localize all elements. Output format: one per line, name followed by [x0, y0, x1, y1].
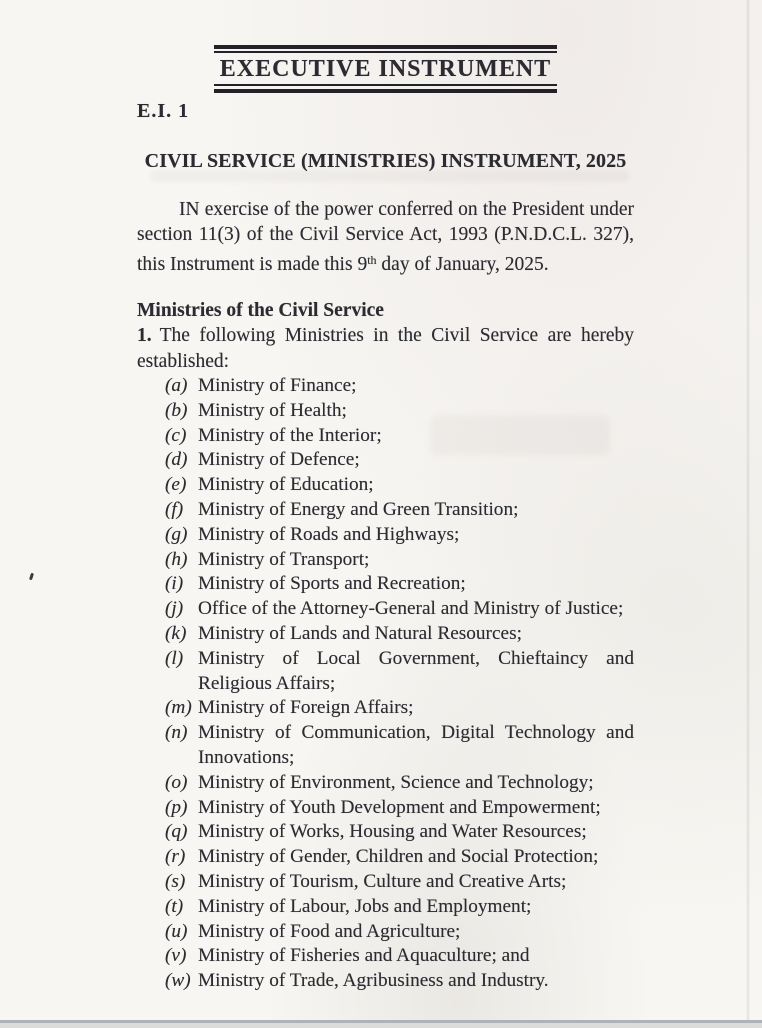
- list-item-letter: (b): [165, 399, 188, 421]
- list-item-text: Ministry of Environment, Science and Technology;: [198, 771, 594, 793]
- list-item: [165, 572, 634, 597]
- ministries-list: [137, 374, 634, 994]
- list-item-letter: (d): [165, 449, 188, 471]
- list-item-letter: (u): [165, 920, 188, 942]
- list-item: [165, 473, 634, 498]
- list-item: [165, 448, 634, 473]
- list-item-text: Office of the Attorney-General and Ministry of Justice;: [198, 598, 624, 620]
- list-item-text: Ministry of Lands and Natural Resources;: [198, 623, 522, 644]
- list-item-letter: (i): [165, 573, 184, 595]
- preamble-text-end: day of January, 2025.: [376, 253, 549, 275]
- list-item-text: Ministry of Health;: [198, 399, 347, 421]
- section-heading: Ministries of the Civil Service: [137, 300, 384, 322]
- list-item: [165, 870, 634, 895]
- list-item-text: Ministry of Education;: [198, 474, 374, 496]
- list-item: [165, 424, 634, 449]
- list-item-text: Ministry of Defence;: [198, 449, 360, 471]
- list-item-text: Ministry of Labour, Jobs and Employment;: [198, 895, 532, 917]
- list-item-text: Ministry of Fisheries and Aquaculture; and: [198, 945, 530, 967]
- list-item: [165, 597, 634, 622]
- list-item-letter: (j): [165, 598, 184, 620]
- section-number: 1.: [137, 325, 152, 347]
- list-item-letter: (o): [165, 771, 188, 793]
- list-item-letter: (f): [165, 499, 184, 521]
- list-item-letter: (a): [165, 375, 188, 397]
- list-item-letter: (l): [165, 647, 184, 669]
- list-item-letter: (t): [165, 895, 184, 917]
- list-item-letter: (p): [165, 796, 188, 818]
- list-item-text: Ministry of Food and Agriculture;: [198, 920, 461, 942]
- list-item: [165, 548, 634, 573]
- scan-crease: [747, 0, 749, 1028]
- list-item: [165, 721, 634, 771]
- list-item: [165, 374, 634, 399]
- ordinal-superscript: th: [367, 252, 377, 267]
- list-item: [165, 944, 634, 969]
- list-item-letter: (q): [165, 821, 188, 843]
- masthead: [137, 45, 634, 93]
- list-item: [165, 920, 634, 945]
- list-item-text: Ministry of Trade, Agribusiness and Industry.: [198, 970, 549, 992]
- list-item: [165, 969, 634, 994]
- list-item: [165, 796, 634, 821]
- masthead-title: EXECUTIVE INSTRUMENT: [214, 53, 557, 86]
- list-item-letter: (m): [165, 697, 192, 719]
- list-item-text: Ministry of Gender, Children and Social Protection;: [198, 846, 599, 868]
- document-content: [137, 45, 634, 994]
- list-item-letter: (n): [165, 722, 188, 744]
- section-intro: [137, 323, 634, 374]
- list-item-letter: (w): [165, 970, 191, 992]
- list-item-text: Ministry of Finance;: [198, 375, 357, 397]
- list-item-text: Ministry of Local Government, Chieftaincy and Religious Affairs;: [198, 647, 634, 694]
- list-item: [165, 523, 634, 548]
- list-item: [165, 895, 634, 920]
- list-item: [165, 771, 634, 796]
- document-title: CIVIL SERVICE (MINISTRIES) INSTRUMENT, 2025: [144, 150, 627, 172]
- preamble-text: IN exercise of the power conferred on the President under section 11(3) of the Civil Service Act, 1993 (P.N.D.C.L. 327), this Instrument is made this 9: [137, 199, 634, 275]
- list-item: [165, 647, 634, 697]
- list-item-text: Ministry of Energy and Green Transition;: [198, 499, 519, 521]
- list-item-text: Ministry of Works, Housing and Water Resources;: [198, 821, 587, 843]
- masthead-rule-top-thick: [214, 45, 557, 49]
- masthead-box: [214, 45, 557, 93]
- list-item-letter: (c): [165, 424, 187, 446]
- list-item-letter: (h): [165, 548, 188, 570]
- instrument-number: E.I. 1: [137, 100, 190, 122]
- list-item-letter: (k): [165, 623, 187, 644]
- list-item: [165, 399, 634, 424]
- list-item: [165, 622, 634, 647]
- list-item-text: Ministry of Youth Development and Empowerment;: [198, 796, 601, 818]
- list-item-text: Ministry of the Interior;: [198, 424, 382, 446]
- list-item-letter: (r): [165, 846, 186, 868]
- list-item-text: Ministry of Roads and Highways;: [198, 523, 460, 545]
- list-item: [165, 820, 634, 845]
- list-item-text: Ministry of Foreign Affairs;: [198, 697, 414, 719]
- page-bottom-edge: [0, 1020, 762, 1028]
- list-item-letter: (v): [165, 945, 187, 967]
- list-item-text: Ministry of Sports and Recreation;: [198, 573, 466, 595]
- list-item: [165, 845, 634, 870]
- list-item: [165, 498, 634, 523]
- preamble-paragraph: [137, 197, 634, 277]
- list-item-letter: (s): [165, 870, 186, 892]
- list-item-text: Ministry of Transport;: [198, 548, 370, 570]
- section-intro-text: The following Ministries in the Civil Service are hereby established:: [137, 325, 634, 372]
- list-item-text: Ministry of Communication, Digital Technology and Innovations;: [198, 722, 634, 768]
- list-item: [165, 696, 634, 721]
- scan-speck: [29, 573, 34, 581]
- masthead-rule-bottom-thick: [214, 89, 557, 93]
- list-item-text: Ministry of Tourism, Culture and Creative Arts;: [198, 870, 567, 892]
- list-item-letter: (g): [165, 523, 188, 545]
- list-item-letter: (e): [165, 474, 187, 496]
